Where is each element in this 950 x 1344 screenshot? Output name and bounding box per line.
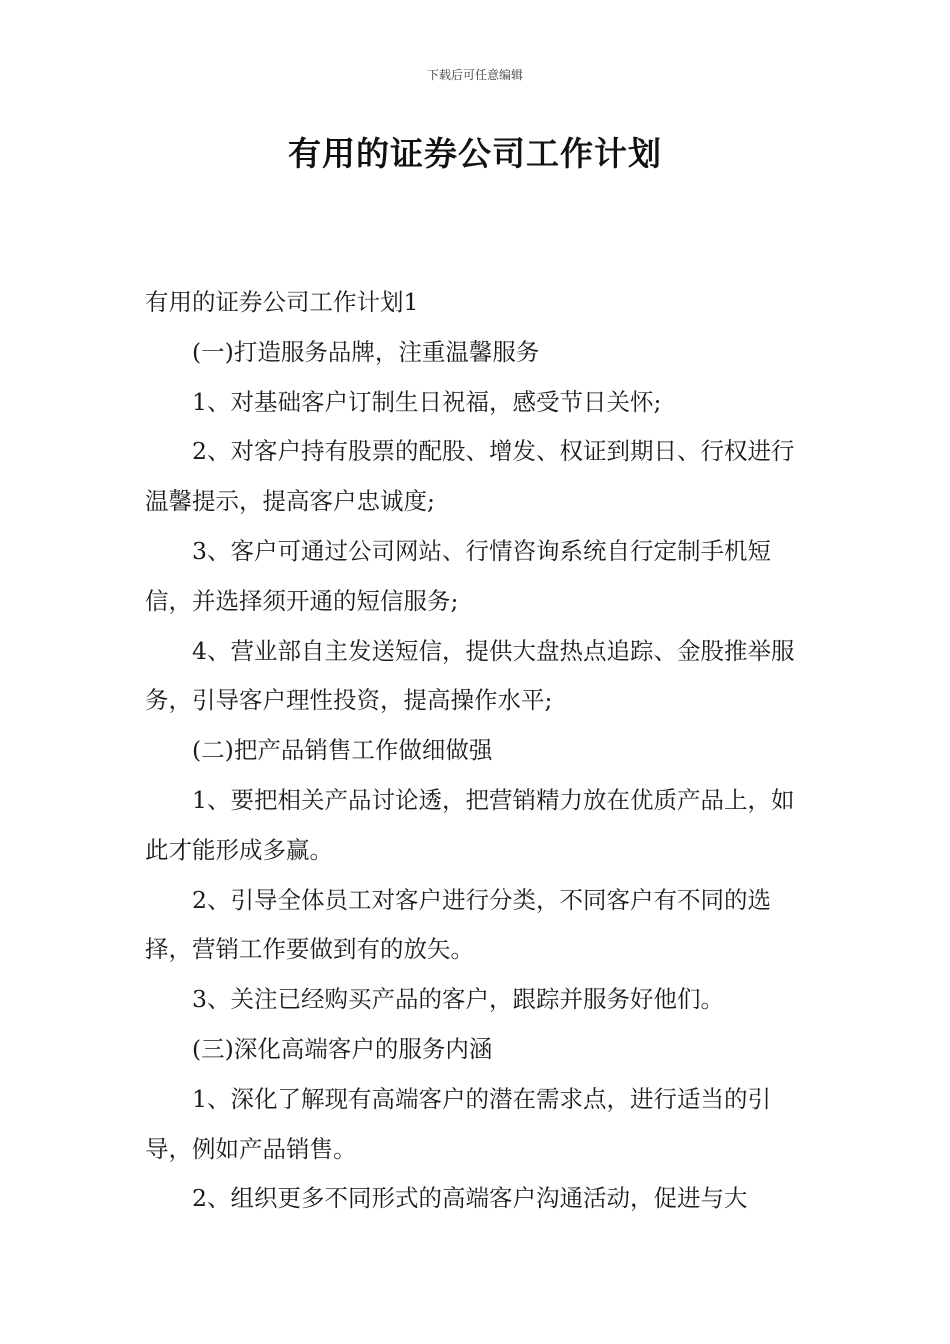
paragraph: (二)把产品销售工作做细做强 [192,736,493,765]
paragraph: 有用的证券公司工作计划1 [145,288,419,316]
paragraph: 2、组织更多不同形式的高端客户沟通活动，促进与大 [192,1184,748,1213]
paragraph: (三)深化高端客户的服务内涵 [192,1034,493,1063]
paragraph: 4、营业部自主发送短信，提供大盘热点追踪、金股推举服务，引导客户理性投资，提高操作水平; [145,636,795,715]
document-body [145,278,810,1224]
paragraph: 3、关注已经购买产品的客户，跟踪并服务好他们。 [192,985,724,1014]
paragraph: 3、客户可通过公司网站、行情咨询系统自行定制手机短信，并选择须开通的短信服务; [145,536,771,615]
header-note: 下载后可任意编辑 [426,68,523,82]
paragraph: (一)打造服务品牌，注重温馨服务 [192,337,540,366]
paragraph: 2、引导全体员工对客户进行分类，不同客户有不同的选择，营销工作要做到有的放矢。 [145,885,771,964]
paragraph: 1、对基础客户订制生日祝福，感受节日关怀; [192,387,662,416]
paragraph: 1、深化了解现有高端客户的潜在需求点，进行适当的引导，例如产品销售。 [145,1084,771,1163]
document-title: 有用的证券公司工作计划 [288,134,662,173]
paragraph: 1、要把相关产品讨论透，把营销精力放在优质产品上，如此才能形成多赢。 [145,785,795,864]
paragraph: 2、对客户持有股票的配股、增发、权证到期日、行权进行温馨提示，提高客户忠诚度; [145,437,795,516]
